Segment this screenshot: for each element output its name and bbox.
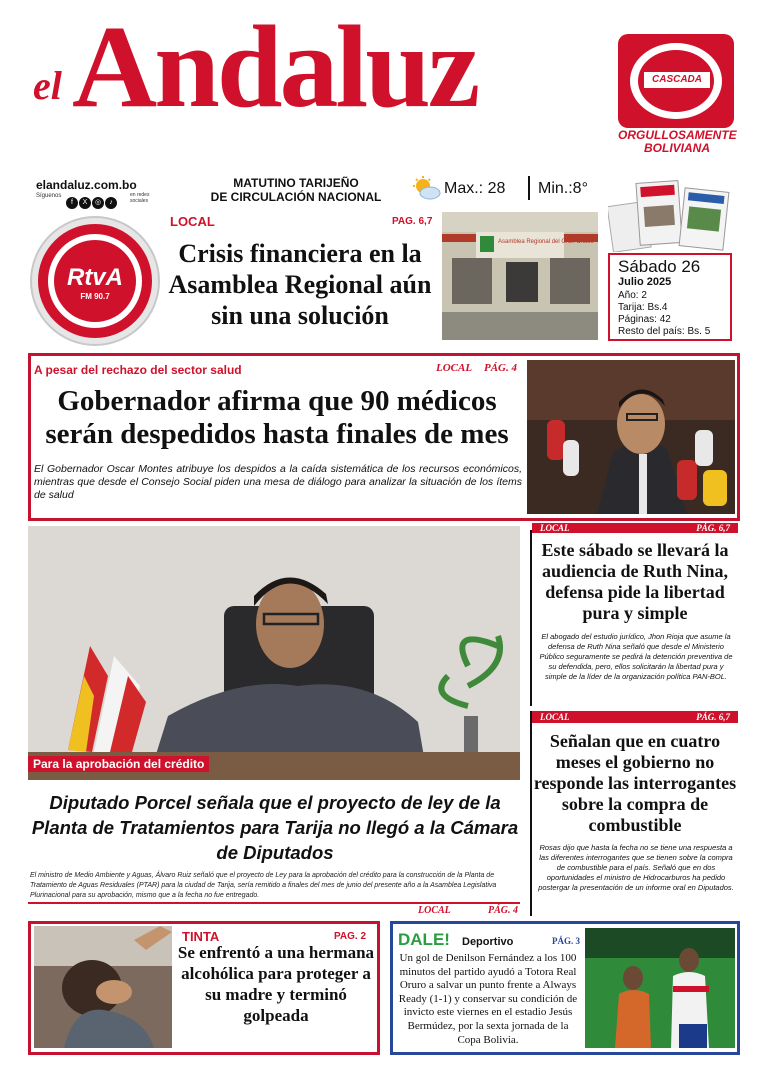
instagram-icon[interactable]: ◎ (92, 197, 104, 209)
edition-line-1: MATUTINO TARIJEÑO (233, 176, 359, 190)
x-icon[interactable]: X (79, 197, 91, 209)
story3-rule (28, 902, 520, 904)
story2-section: LOCAL (436, 362, 473, 374)
story7-section: Deportivo (462, 936, 514, 948)
story7-photo (585, 928, 735, 1048)
tiktok-icon[interactable]: ♪ (105, 197, 117, 209)
story4-bar (532, 523, 738, 533)
story3-page: PÁG. 4 (488, 905, 518, 916)
top-story-page: PAG. 6,7 (392, 216, 433, 227)
social-note: en redes sociales (130, 192, 150, 204)
social-icons (66, 191, 118, 209)
top-story-headline[interactable]: Crisis financiera en la Asamblea Regional aún sin una solución (168, 239, 432, 330)
story4-headline[interactable]: Este sábado se llevará la audiencia de Ruth Nina, defensa pide la libertad pura y simple (541, 540, 729, 623)
facebook-icon[interactable]: f (66, 197, 78, 209)
tagline (618, 129, 736, 155)
story5-headline[interactable]: Señalan que en cuatro meses el gobierno no responde las interrogantes sobre la compra de combustible (533, 731, 737, 835)
story3-headline[interactable]: Diputado Porcel señala que el proyecto de ley de la Planta de Tratamientos para Tarija no llegó a la Cámara de Diputados (31, 792, 519, 863)
sun-cloud-icon (410, 176, 442, 200)
sponsor-logo (618, 34, 734, 128)
tagline-line-1: ORGULLOSAMENTE (618, 128, 737, 142)
price-tarija: Tarija: Bs.4 (618, 302, 668, 313)
max-temp: Max.: 28 (444, 180, 506, 197)
story2-lead: El Gobernador Oscar Montes atribuye los despidos a la caída sistemática de los recursos económicos, mientras que desde el Consejo Social piden una mesa de diálogo para analizar la situación de los ítems de salud (34, 463, 522, 501)
top-story-section: LOCAL (170, 214, 215, 229)
story4-page: PÁG. 6,7 (696, 523, 730, 533)
story5-bar (532, 711, 738, 723)
masthead-title: Andaluz (72, 1, 478, 132)
min-temp: Min.:8° (538, 180, 588, 197)
story3-lead: El ministro de Medio Ambiente y Aguas, Álvaro Ruiz señaló que el proyecto de Ley para la aprobación del crédito para la construcción de la Planta de Tratamiento de Aguas Residuales (PTAR) para la ciudad de Tarija, sería remitido a finales del mes de junio del presente año a la Asamblea Legislativa Plurinacional para su aprobación, mismo que a la fecha no fue entregado. (30, 872, 497, 899)
date-day: Sábado 26 (618, 257, 701, 276)
story4-lead: El abogado del estudio jurídico, Jhon Rioja que asume la defensa de Ruth Nina señaló que desde el Ministerio Público seguramente se pedirá la detención preventiva de su defendida, pero, ellos solicitarán la libertad pura y simple de la líder de la organización política PAN-BOL. (539, 632, 733, 681)
date-month-year: Julio 2025 (618, 276, 672, 288)
story4-section: LOCAL (540, 523, 570, 533)
page-count: Páginas: 42 (618, 314, 671, 325)
tagline-line-2: BOLIVIANA (644, 141, 710, 155)
story5-page: PÁG. 6,7 (696, 712, 730, 722)
top-story-photo (442, 212, 598, 340)
sports-brand: DALE! (398, 930, 450, 949)
story6-section: TINTA (182, 929, 220, 944)
story3-section: LOCAL (418, 905, 451, 916)
building-sign: Asamblea Regional del Gran Chaco (498, 239, 594, 245)
sponsor-name: CASCADA (644, 72, 710, 88)
edition-label (206, 176, 386, 204)
story5-lead: Rosas dijo que hasta la fecha no se tiene una respuesta a las diferentes interrogantes que se tienen sobre la compra de combustible para el país. Señaló que en dos oportunidades el ministro de Hidrocarburos ha pedido postergar la presentación de un informe oral en Diputados. (538, 843, 734, 892)
story7-lead[interactable]: Un gol de Denilson Fernández a los 100 minutos del partido ayudó a Totora Real Oruro a salvar un punto frente a Always Ready (1-1) y conservar su condición de invicto este viernes en el estadio Jesús Bermúdez, por la sexta jornada de la Copa Bolivia. (398, 952, 578, 1046)
radio-logo-text: RtvA (66, 264, 123, 291)
masthead-prefix: el (33, 63, 62, 108)
story5-section: LOCAL (540, 712, 570, 722)
radio-logo[interactable] (32, 218, 158, 344)
website-link[interactable]: elandaluz.com.bo (36, 178, 137, 192)
covers-thumbnail (608, 176, 730, 252)
follow-label: Síguenos (36, 193, 62, 199)
temp-divider (528, 176, 530, 200)
edition-line-2: DE CIRCULACIÓN NACIONAL (210, 190, 382, 204)
price-rest: Resto del país: Bs. 5 (618, 326, 711, 337)
story3-kicker: Para la aprobación del crédito (28, 756, 209, 772)
story7-page: PÁG. 3 (552, 936, 580, 946)
story2-kicker: A pesar del rechazo del sector salud (34, 363, 242, 377)
date-box (608, 253, 732, 341)
story6-headline[interactable]: Se enfrentó a una hermana alcohólica para proteger a su madre y terminó golpeada (177, 943, 375, 1025)
story2-headline[interactable]: Gobernador afirma que 90 médicos serán despedidos hasta finales de mes (45, 385, 509, 450)
story2-photo (527, 360, 735, 514)
story6-photo (34, 926, 172, 1048)
story6-page: PAG. 2 (334, 931, 367, 942)
story2-page: PÁG. 4 (484, 362, 517, 374)
story3-photo (28, 526, 520, 780)
radio-frequency: FM 90.7 (80, 292, 110, 301)
year-number: Año: 2 (618, 290, 647, 301)
